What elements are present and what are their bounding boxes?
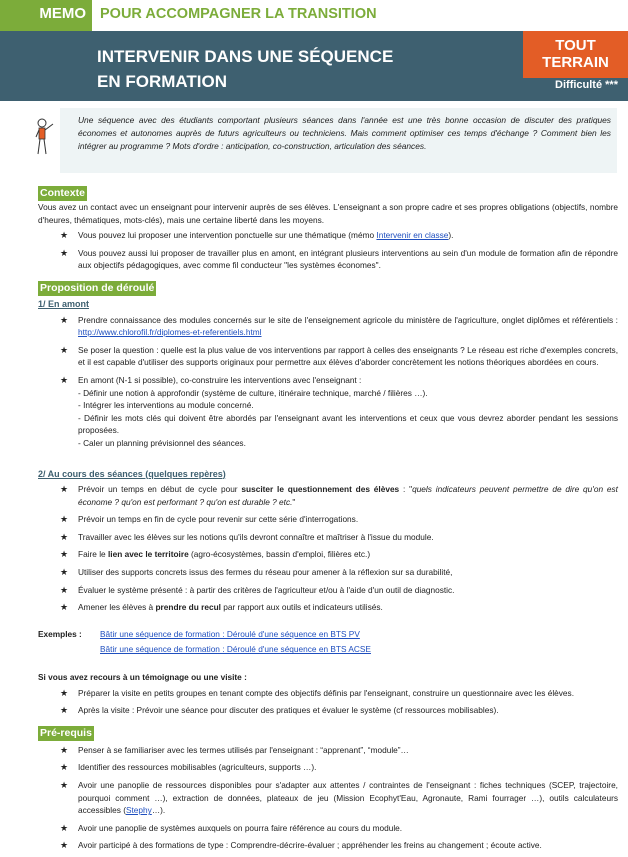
page-title	[97, 44, 393, 94]
list-item	[38, 314, 618, 339]
bullet-list	[38, 744, 618, 852]
list-item	[38, 601, 618, 614]
title-line-1: INTERVENIR DANS UNE SÉQUENCE	[97, 47, 394, 66]
list-item	[38, 229, 618, 242]
text-segment: En amont (N-1 si possible), co-construire les interventions avec l'enseignant :	[78, 374, 362, 385]
section	[38, 183, 618, 272]
text-segment: par rapport aux outils et indicateurs utilisés.	[220, 602, 383, 613]
tag-line-1: TOUT	[555, 37, 596, 54]
text-segment: Prévoir un temps en fin de cycle pour revenir sur cette série d'interrogations.	[78, 514, 359, 525]
star-icon: ★	[60, 705, 69, 716]
list-item	[38, 744, 618, 757]
difficulty-rating: Difficulté ***	[555, 79, 618, 91]
text-segment: ).	[448, 230, 454, 241]
example-link[interactable]: Bâtir une séquence de formation : Déroulé d'une séquence en BTS PV	[100, 628, 360, 639]
text-segment: quels indicateurs peuvent permettre de dire qu'on est économe ? qu'on est performant ? qu'on est durable ? etc.	[78, 484, 618, 507]
text-segment: Vous pouvez aussi lui proposer de travailler plus en amont, en intégrant plusieurs interventions au sein d'un module de formation afin de répondre aux objectifs pédagogiques, avec comme fil conducteur "les systèmes économes".	[78, 247, 618, 271]
text-segment: "	[292, 496, 296, 507]
bold-label: Si vous avez recours à un témoignage ou une visite :	[38, 672, 247, 683]
section-heading: Contexte	[40, 187, 85, 199]
example-link[interactable]: Bâtir une séquence de formation : Déroulé d'une séquence en BTS ACSE	[100, 644, 371, 655]
text-segment: : "	[399, 484, 413, 495]
star-icon: ★	[60, 762, 69, 773]
text-segment: Utiliser des supports concrets issus des fermes du réseau pour amener à la réflexion sur sa durabilité,	[78, 567, 453, 578]
text-segment: Avoir une panoplie de ressources disponibles pour s'adapter aux attentes / contraintes de l'enseignant : fiches techniques (SCEP, trajectoire, pourquoi comment …), extraction de données, plateaux de jeu (Mission Ecophyt'Eau, Agronaute, Rami fourrager …), outils calculateurs accessibles (	[78, 780, 618, 816]
bullet-list	[38, 483, 618, 614]
text-segment: Avoir une panoplie de systèmes auxquels on pourra faire référence au cours du module.	[78, 822, 403, 833]
section-heading: Proposition de déroulé	[40, 281, 155, 294]
list-item	[38, 779, 618, 817]
text-segment: …).	[151, 805, 166, 816]
tag-line-2: TERRAIN	[542, 54, 609, 71]
section	[38, 723, 618, 852]
text-segment: - Intégrer les interventions au module concerné.	[78, 400, 254, 411]
text-segment: Identifier des ressources mobilisables (agriculteurs, supports …).	[78, 762, 317, 773]
subsection-heading: 2/ Au cours des séances (quelques repères)	[38, 468, 226, 479]
star-icon: ★	[60, 744, 69, 755]
text-segment: Prévoir un temps en début de cycle pour	[78, 484, 242, 495]
star-icon: ★	[60, 514, 69, 525]
star-icon: ★	[60, 687, 69, 698]
list-item	[38, 483, 618, 508]
subsection-heading: 1/ En amont	[38, 298, 90, 309]
list-item	[38, 822, 618, 835]
examples-label: Exemples :	[38, 628, 82, 639]
text-segment: Vous avez un contact avec un enseignant pour intervenir auprès de ses élèves. L'enseignant a son propre cadre et ses propres obligations (objectifs, nombre d'heures, thématiques, mots-clés), mais une certaine liberté dans les moyens.	[38, 202, 618, 225]
text-segment: - Définir une notion à approfondir (système de culture, itinéraire technique, marché / filières …).	[78, 387, 428, 398]
text-segment: Après la visite : Prévoir une séance pour discuter des pratiques et évaluer le système (cf ressources mobilisables).	[78, 705, 499, 716]
text-segment: - Définir les mots clés qui doivent être abordés par l'enseignant avant les interventions et ceux que vous devrez aborder pendant les sessions proposées.	[78, 412, 618, 436]
list-item	[38, 513, 618, 526]
list-item	[38, 531, 618, 544]
list-item	[38, 566, 618, 579]
link[interactable]: Intervenir en classe	[376, 230, 449, 241]
paragraph	[38, 201, 618, 226]
star-icon: ★	[60, 780, 69, 790]
list-item	[38, 247, 618, 272]
text-segment: - Caler un planning prévisionnel des séances.	[78, 437, 246, 448]
document-body	[38, 183, 618, 857]
link[interactable]: Stephy	[125, 805, 152, 816]
star-icon: ★	[60, 531, 69, 542]
list-item	[38, 344, 618, 369]
text-segment: Prendre connaissance des modules concernés sur le site de l'enseignement agricole du ministère de l'agriculture, onglet diplômes et référentiels :	[78, 314, 618, 325]
text-segment: Travailler avec les élèves sur les notions qu'ils devront connaître et maîtriser à l'issue du module.	[78, 531, 434, 542]
star-icon: ★	[60, 344, 69, 355]
star-icon: ★	[60, 314, 69, 325]
text-segment: lien avec le territoire	[107, 549, 189, 560]
list-item	[38, 704, 618, 717]
text-segment: Préparer la visite en petits groupes en tenant compte des objectifs définis par l'enseignant, construire un questionnaire avec les élèves.	[78, 687, 574, 698]
star-icon: ★	[60, 549, 69, 560]
text-segment: Penser à se familiariser avec les termes utilisés par l'enseignant : “apprenant”, “module”…	[78, 744, 409, 755]
text-segment: susciter le questionnement des élèves	[241, 484, 400, 495]
list-item	[38, 839, 618, 852]
list-item	[38, 548, 618, 561]
link[interactable]: http://www.chlorofil.fr/diplomes-et-referentiels.html	[78, 327, 262, 338]
section	[38, 278, 618, 717]
star-icon: ★	[60, 840, 69, 851]
text-segment: Avoir participé à des formations de type : Comprendre-décrire-évaluer ; appréhender les freins au changement ; écoute active.	[78, 840, 542, 851]
star-icon: ★	[60, 374, 69, 385]
text-segment: (agro-écosystèmes, bassin d'emploi, filières etc.)	[188, 549, 371, 560]
bullet-list	[38, 687, 618, 717]
series-subtitle: POUR ACCOMPAGNER LA TRANSITION	[100, 6, 377, 22]
spacer	[38, 455, 618, 466]
section-heading: Pré-requis	[40, 726, 92, 739]
star-icon: ★	[60, 602, 69, 613]
examples-links	[100, 628, 371, 659]
intro-box: Une séquence avec des étudiants comportant plusieurs séances dans l'année est une très bonne occasion de discuter des pratiques économes et autonomes auprès de futurs agriculteurs ou techniciens. Mais comment optimiser ces temps d'échange ? Comment bien les intégrer au programme ? Mots d'ordre : anticipation, co-construction, articulation des séances.	[60, 108, 617, 173]
text-segment: prendre du recul	[155, 602, 221, 613]
list-item	[38, 761, 618, 774]
star-icon: ★	[60, 822, 69, 833]
text-segment: Vous pouvez lui proposer une intervention ponctuelle sur une thématique (mémo	[78, 230, 377, 241]
category-tag	[523, 31, 628, 78]
star-icon: ★	[60, 247, 69, 258]
list-item	[38, 687, 618, 700]
text-segment: Faire le	[78, 549, 108, 560]
text-segment: Évaluer le système présenté : à partir des critères de l'agriculteur et/ou à l'aide d'un outil de diagnostic.	[78, 584, 455, 595]
text-segment: Se poser la question : quelle est la plus value de vos interventions par rapport à celles des enseignants ? Le réseau est riche d'exemples concrets, et il est capable d'utiliser des supports originaux pour permettre aux élèves d'aborder concrètement les notions théoriques abordées en cours.	[78, 344, 618, 368]
examples	[38, 628, 618, 659]
stick-figure-icon	[34, 118, 56, 158]
star-icon: ★	[60, 230, 69, 241]
bullet-list	[38, 229, 618, 272]
memo-label: MEMO	[0, 0, 92, 31]
bullet-list	[38, 314, 618, 450]
text-segment: Amener les élèves à	[78, 602, 156, 613]
list-item	[38, 374, 618, 450]
star-icon: ★	[60, 584, 69, 595]
star-icon: ★	[60, 484, 69, 495]
star-icon: ★	[60, 567, 69, 578]
list-item	[38, 584, 618, 597]
title-line-2: EN FORMATION	[97, 72, 228, 91]
